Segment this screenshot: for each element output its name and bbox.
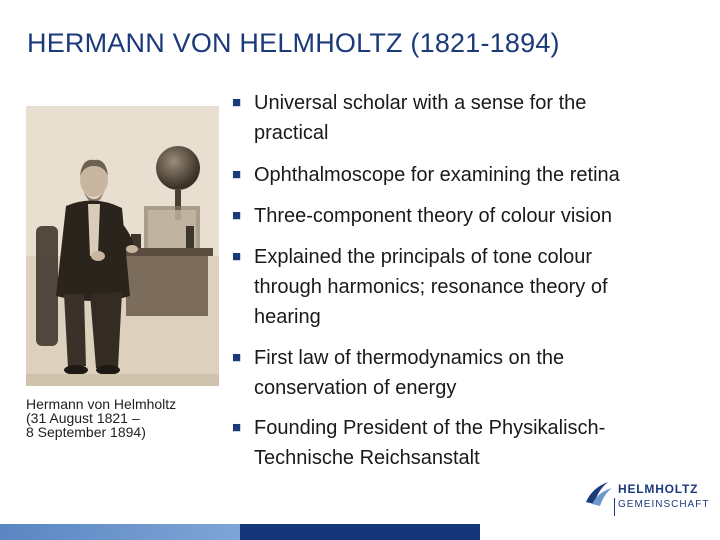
bullet-line: through harmonics; resonance theory of (254, 276, 608, 298)
square-bullet-icon: ■ (232, 248, 242, 265)
bullet-line: Ophthalmoscope for examining the retina (254, 164, 620, 186)
footer-bar (0, 524, 720, 540)
bullet-line: conservation of energy (254, 377, 457, 399)
portrait-illustration (26, 106, 219, 386)
footer-bar-light (0, 524, 240, 540)
bullet-item (232, 88, 702, 148)
bullet-line: hearing (254, 306, 321, 328)
bullet-line: Three-component theory of colour vision (254, 205, 612, 227)
logo-subname: GEMEINSCHAFT (618, 499, 710, 510)
bullet-line: practical (254, 122, 329, 144)
bullet-item (232, 413, 702, 473)
bullet-item (232, 242, 702, 332)
square-bullet-icon: ■ (232, 207, 242, 224)
bullet-list (232, 88, 702, 473)
helmholtz-logo-icon (582, 478, 614, 508)
caption-line-name: Hermann von Helmholtz (26, 396, 177, 412)
bullet-line: Technische Reichsanstalt (254, 447, 480, 469)
square-bullet-icon: ■ (232, 419, 242, 436)
bullet-line: Universal scholar with a sense for the (254, 92, 587, 114)
bullet-line: First law of thermodynamics on the (254, 347, 565, 369)
bullet-item (232, 201, 702, 231)
bullet-line: Explained the principals of tone colour (254, 246, 592, 268)
logo-name: HELMHOLTZ (618, 482, 699, 496)
caption-line-birth: (31 August 1821 – (26, 410, 140, 426)
square-bullet-icon: ■ (232, 94, 242, 111)
portrait-caption (26, 397, 226, 439)
portrait-photo (26, 106, 219, 386)
square-bullet-icon: ■ (232, 349, 242, 366)
bullet-item (232, 343, 702, 403)
bullet-line: Founding President of the Physikalisch- (254, 417, 606, 439)
bullet-item (232, 160, 702, 190)
helmholtz-logo (582, 472, 712, 522)
logo-divider (614, 498, 615, 516)
square-bullet-icon: ■ (232, 166, 242, 183)
footer-bar-dark (240, 524, 480, 540)
caption-line-death: 8 September 1894) (26, 424, 146, 440)
slide-title: HERMANN VON HELMHOLTZ (1821-1894) (27, 28, 560, 58)
